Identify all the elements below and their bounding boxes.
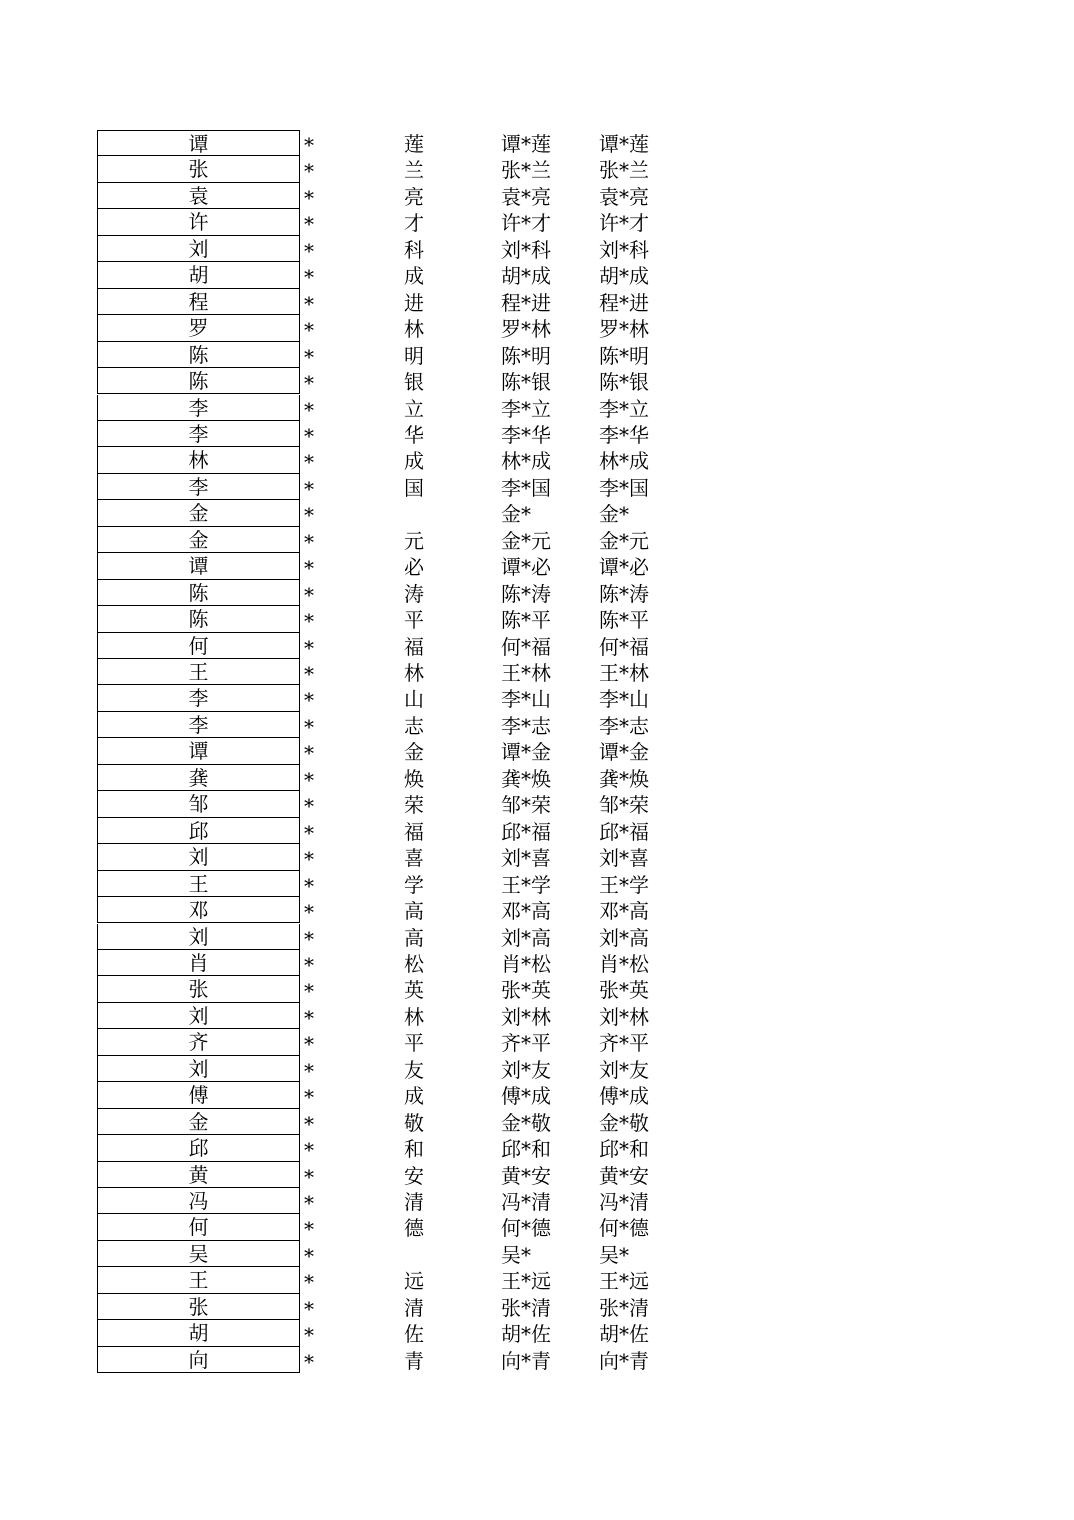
- full-name-cell: 齐*平: [501, 1031, 551, 1056]
- given-name-cell: 华: [404, 422, 424, 447]
- mark-cell: *: [304, 450, 314, 475]
- full-name-cell: 龚*焕: [501, 766, 551, 791]
- table-row: [0, 791, 1074, 817]
- mark-cell: *: [304, 212, 314, 237]
- surname-cell: 刘: [97, 844, 300, 870]
- mark-cell: *: [304, 582, 314, 607]
- surname-cell: 李: [97, 421, 300, 447]
- full-name-cell: 向*青: [501, 1348, 551, 1373]
- given-name-cell: 福: [404, 634, 424, 659]
- mark-cell: *: [304, 900, 314, 925]
- table-row: [0, 1029, 1074, 1055]
- full-name-copy-cell: 刘*科: [599, 237, 649, 262]
- given-name-cell: 清: [404, 1295, 424, 1320]
- mark-cell: *: [304, 265, 314, 290]
- mark-cell: *: [304, 1085, 314, 1110]
- full-name-copy-cell: 王*林: [599, 661, 649, 685]
- full-name-copy-cell: 陈*银: [599, 370, 649, 395]
- full-name-copy-cell: 袁*亮: [599, 184, 649, 209]
- surname-cell: 陈: [97, 580, 300, 606]
- mark-cell: *: [304, 767, 314, 792]
- full-name-copy-cell: 刘*高: [599, 925, 649, 950]
- surname-cell: 肖: [97, 950, 300, 976]
- full-name-cell: 罗*林: [501, 317, 551, 342]
- mark-cell: *: [304, 688, 314, 713]
- full-name-cell: 冯*清: [501, 1190, 551, 1214]
- table-row: [0, 1320, 1074, 1346]
- full-name-copy-cell: 张*清: [599, 1295, 649, 1320]
- given-name-cell: 英: [404, 978, 424, 1003]
- mark-cell: *: [304, 1243, 314, 1268]
- full-name-copy-cell: 刘*友: [599, 1057, 649, 1082]
- given-name-cell: 福: [404, 819, 424, 844]
- full-name-copy-cell: 邱*和: [599, 1137, 649, 1162]
- table-row: [0, 395, 1074, 421]
- full-name-copy-cell: 谭*莲: [599, 132, 649, 156]
- surname-cell: 邱: [97, 1135, 300, 1161]
- full-name-cell: 林*成: [501, 449, 551, 474]
- mark-cell: *: [304, 503, 314, 528]
- full-name-copy-cell: 林*成: [599, 449, 649, 474]
- table-row: [0, 1056, 1074, 1082]
- surname-cell: 冯: [97, 1188, 300, 1214]
- full-name-copy-cell: 金*元: [599, 528, 649, 553]
- surname-cell: 王: [97, 659, 300, 685]
- full-name-cell: 张*英: [501, 978, 551, 1003]
- table-row: [0, 183, 1074, 209]
- surname-cell: 刘: [97, 924, 300, 950]
- table-row: [0, 342, 1074, 368]
- surname-cell: 李: [97, 474, 300, 500]
- full-name-cell: 肖*松: [501, 951, 551, 976]
- full-name-cell: 陈*银: [501, 370, 551, 395]
- given-name-cell: 德: [404, 1216, 424, 1241]
- mark-cell: *: [304, 1349, 314, 1374]
- full-name-copy-cell: 黄*安: [599, 1163, 649, 1188]
- table-row: [0, 1294, 1074, 1320]
- full-name-cell: 许*才: [501, 211, 551, 236]
- full-name-copy-cell: 陈*涛: [599, 581, 649, 606]
- table-row: [0, 1135, 1074, 1161]
- full-name-copy-cell: 金*敬: [599, 1110, 649, 1135]
- table-row: [0, 1109, 1074, 1135]
- full-name-cell: 胡*佐: [501, 1322, 551, 1347]
- mark-cell: *: [304, 423, 314, 448]
- given-name-cell: 友: [404, 1057, 424, 1082]
- surname-cell: 谭: [97, 738, 300, 764]
- full-name-copy-cell: 龚*焕: [599, 766, 649, 791]
- full-name-copy-cell: 齐*平: [599, 1031, 649, 1056]
- full-name-copy-cell: 张*英: [599, 978, 649, 1003]
- full-name-copy-cell: 肖*松: [599, 951, 649, 976]
- surname-cell: 谭: [97, 553, 300, 579]
- table-row: [0, 527, 1074, 553]
- full-name-cell: 何*德: [501, 1216, 551, 1241]
- full-name-copy-cell: 谭*金: [599, 740, 649, 765]
- surname-cell: 刘: [97, 1056, 300, 1082]
- given-name-cell: 明: [404, 343, 424, 368]
- given-name-cell: 松: [404, 951, 424, 976]
- full-name-copy-cell: 程*进: [599, 290, 649, 315]
- full-name-copy-cell: 吴*: [599, 1242, 629, 1267]
- given-name-cell: 佐: [404, 1322, 424, 1347]
- full-name-copy-cell: 冯*清: [599, 1190, 649, 1214]
- given-name-cell: 安: [404, 1163, 424, 1188]
- full-name-cell: 刘*高: [501, 925, 551, 950]
- given-name-cell: 立: [404, 396, 424, 421]
- surname-cell: 胡: [97, 262, 300, 288]
- given-name-cell: 林: [404, 317, 424, 342]
- mark-cell: *: [304, 318, 314, 343]
- full-name-cell: 金*: [501, 502, 531, 527]
- full-name-copy-cell: 金*: [599, 502, 629, 527]
- surname-cell: 张: [97, 976, 300, 1002]
- full-name-cell: 陈*涛: [501, 581, 551, 606]
- full-name-cell: 邱*和: [501, 1137, 551, 1162]
- surname-cell: 何: [97, 633, 300, 659]
- given-name-cell: 成: [404, 264, 424, 289]
- mark-cell: *: [304, 1032, 314, 1057]
- surname-cell: 吴: [97, 1241, 300, 1267]
- given-name-cell: 青: [404, 1348, 424, 1373]
- given-name-cell: 成: [404, 449, 424, 474]
- given-name-cell: 学: [404, 872, 424, 897]
- mark-cell: *: [304, 1296, 314, 1321]
- mark-cell: *: [304, 926, 314, 951]
- mark-cell: *: [304, 1191, 314, 1215]
- mark-cell: *: [304, 820, 314, 845]
- given-name-cell: 莲: [404, 132, 424, 156]
- table-row: [0, 897, 1074, 923]
- given-name-cell: 才: [404, 211, 424, 236]
- full-name-copy-cell: 何*德: [599, 1216, 649, 1241]
- given-name-cell: 荣: [404, 793, 424, 818]
- full-name-copy-cell: 向*青: [599, 1348, 649, 1373]
- full-name-cell: 谭*莲: [501, 132, 551, 156]
- table-row: [0, 580, 1074, 606]
- full-name-copy-cell: 邹*荣: [599, 793, 649, 818]
- surname-cell: 金: [97, 1109, 300, 1135]
- given-name-cell: 喜: [404, 846, 424, 871]
- given-name-cell: 敬: [404, 1110, 424, 1135]
- table-row: [0, 976, 1074, 1002]
- surname-cell: 李: [97, 685, 300, 711]
- given-name-cell: 山: [404, 687, 424, 712]
- table-row: [0, 447, 1074, 473]
- given-name-cell: 平: [404, 608, 424, 633]
- given-name-cell: 林: [404, 661, 424, 685]
- surname-cell: 金: [97, 527, 300, 553]
- surname-cell: 林: [97, 447, 300, 473]
- table-row: [0, 500, 1074, 526]
- surname-cell: 许: [97, 209, 300, 235]
- table-row: [0, 156, 1074, 182]
- mark-cell: *: [304, 185, 314, 210]
- table-row: [0, 1241, 1074, 1267]
- mark-cell: *: [304, 371, 314, 396]
- full-name-cell: 张*清: [501, 1295, 551, 1320]
- full-name-cell: 刘*友: [501, 1057, 551, 1082]
- table-row: [0, 315, 1074, 341]
- surname-cell: 黄: [97, 1162, 300, 1188]
- full-name-copy-cell: 胡*成: [599, 264, 649, 289]
- mark-cell: *: [304, 1270, 314, 1295]
- mark-cell: *: [304, 476, 314, 501]
- table-row: [0, 553, 1074, 579]
- surname-cell: 程: [97, 289, 300, 315]
- table-row: [0, 738, 1074, 764]
- mark-cell: *: [304, 741, 314, 766]
- mark-cell: *: [304, 1217, 314, 1242]
- full-name-cell: 谭*金: [501, 740, 551, 765]
- given-name-cell: 志: [404, 713, 424, 738]
- surname-cell: 傅: [97, 1082, 300, 1108]
- full-name-copy-cell: 胡*佐: [599, 1322, 649, 1347]
- full-name-cell: 金*敬: [501, 1110, 551, 1135]
- given-name-cell: 国: [404, 475, 424, 500]
- surname-cell: 王: [97, 871, 300, 897]
- surname-cell: 张: [97, 1294, 300, 1320]
- table-row: [0, 1347, 1074, 1373]
- mark-cell: *: [304, 873, 314, 898]
- full-name-copy-cell: 李*国: [599, 475, 649, 500]
- full-name-cell: 邹*荣: [501, 793, 551, 818]
- mark-cell: *: [304, 1138, 314, 1163]
- full-name-cell: 何*福: [501, 634, 551, 659]
- given-name-cell: 元: [404, 528, 424, 553]
- full-name-copy-cell: 傅*成: [599, 1084, 649, 1109]
- full-name-cell: 邱*福: [501, 819, 551, 844]
- surname-cell: 陈: [97, 368, 300, 394]
- surname-cell: 谭: [97, 130, 300, 156]
- full-name-cell: 李*志: [501, 713, 551, 738]
- full-name-cell: 刘*喜: [501, 846, 551, 871]
- given-name-cell: 高: [404, 925, 424, 950]
- given-name-cell: 焕: [404, 766, 424, 791]
- full-name-copy-cell: 陈*平: [599, 608, 649, 633]
- mark-cell: *: [304, 159, 314, 184]
- given-name-cell: 金: [404, 740, 424, 765]
- full-name-cell: 黄*安: [501, 1163, 551, 1188]
- given-name-cell: 亮: [404, 184, 424, 209]
- table-row: [0, 1188, 1074, 1214]
- full-name-cell: 刘*科: [501, 237, 551, 262]
- given-name-cell: 清: [404, 1190, 424, 1214]
- mark-cell: *: [304, 291, 314, 316]
- mark-cell: *: [304, 609, 314, 634]
- full-name-copy-cell: 李*华: [599, 422, 649, 447]
- table-row: [0, 289, 1074, 315]
- full-name-copy-cell: 邓*高: [599, 899, 649, 924]
- full-name-copy-cell: 刘*喜: [599, 846, 649, 871]
- full-name-cell: 李*山: [501, 687, 551, 712]
- surname-cell: 陈: [97, 342, 300, 368]
- table-row: [0, 685, 1074, 711]
- table-row: [0, 712, 1074, 738]
- table-row: [0, 818, 1074, 844]
- full-name-copy-cell: 何*福: [599, 634, 649, 659]
- full-name-cell: 王*林: [501, 661, 551, 685]
- table-row: [0, 844, 1074, 870]
- table-row: [0, 1003, 1074, 1029]
- full-name-copy-cell: 王*学: [599, 872, 649, 897]
- full-name-copy-cell: 邱*福: [599, 819, 649, 844]
- mark-cell: *: [304, 238, 314, 263]
- table-row: [0, 871, 1074, 897]
- surname-cell: 李: [97, 395, 300, 421]
- given-name-cell: 兰: [404, 158, 424, 183]
- full-name-cell: 王*远: [501, 1269, 551, 1294]
- table-row: [0, 236, 1074, 262]
- full-name-cell: 傅*成: [501, 1084, 551, 1109]
- table-row: [0, 633, 1074, 659]
- mark-cell: *: [304, 847, 314, 872]
- given-name-cell: 进: [404, 290, 424, 315]
- surname-cell: 齐: [97, 1029, 300, 1055]
- mark-cell: *: [304, 344, 314, 369]
- full-name-cell: 王*学: [501, 872, 551, 897]
- table-row: [0, 765, 1074, 791]
- table-row: [0, 1162, 1074, 1188]
- full-name-copy-cell: 李*志: [599, 713, 649, 738]
- full-name-copy-cell: 李*立: [599, 396, 649, 421]
- given-name-cell: 必: [404, 555, 424, 580]
- table-row: [0, 130, 1074, 156]
- mark-cell: *: [304, 1058, 314, 1083]
- given-name-cell: 成: [404, 1084, 424, 1109]
- full-name-cell: 陈*平: [501, 608, 551, 633]
- surname-cell: 王: [97, 1267, 300, 1293]
- full-name-cell: 李*立: [501, 396, 551, 421]
- full-name-cell: 袁*亮: [501, 184, 551, 209]
- given-name-cell: 高: [404, 899, 424, 924]
- full-name-copy-cell: 谭*必: [599, 555, 649, 580]
- full-name-cell: 金*元: [501, 528, 551, 553]
- mark-cell: *: [304, 1111, 314, 1136]
- full-name-cell: 刘*林: [501, 1004, 551, 1029]
- full-name-cell: 程*进: [501, 290, 551, 315]
- full-name-cell: 陈*明: [501, 343, 551, 368]
- given-name-cell: 涛: [404, 581, 424, 606]
- surname-cell: 罗: [97, 315, 300, 341]
- full-name-copy-cell: 许*才: [599, 211, 649, 236]
- surname-cell: 龚: [97, 765, 300, 791]
- surname-cell: 邱: [97, 818, 300, 844]
- surname-cell: 邹: [97, 791, 300, 817]
- mark-cell: *: [304, 794, 314, 819]
- full-name-cell: 胡*成: [501, 264, 551, 289]
- table-row: [0, 659, 1074, 685]
- given-name-cell: 平: [404, 1031, 424, 1056]
- table-row: [0, 1267, 1074, 1293]
- table-row: [0, 474, 1074, 500]
- table-row: [0, 606, 1074, 632]
- full-name-copy-cell: 陈*明: [599, 343, 649, 368]
- surname-cell: 何: [97, 1214, 300, 1240]
- table-row: [0, 368, 1074, 394]
- mark-cell: *: [304, 635, 314, 660]
- mark-cell: *: [304, 662, 314, 686]
- mark-cell: *: [304, 529, 314, 554]
- full-name-cell: 邓*高: [501, 899, 551, 924]
- table-row: [0, 209, 1074, 235]
- full-name-cell: 李*华: [501, 422, 551, 447]
- surname-cell: 刘: [97, 1003, 300, 1029]
- surname-cell: 金: [97, 500, 300, 526]
- full-name-copy-cell: 李*山: [599, 687, 649, 712]
- given-name-cell: 科: [404, 237, 424, 262]
- mark-cell: *: [304, 397, 314, 422]
- full-name-copy-cell: 罗*林: [599, 317, 649, 342]
- mark-cell: *: [304, 1164, 314, 1189]
- full-name-copy-cell: 张*兰: [599, 158, 649, 183]
- table-row: [0, 1214, 1074, 1240]
- surname-cell: 张: [97, 156, 300, 182]
- surname-cell: 李: [97, 712, 300, 738]
- surname-cell: 胡: [97, 1320, 300, 1346]
- table-row: [0, 950, 1074, 976]
- given-name-cell: 和: [404, 1137, 424, 1162]
- mark-cell: *: [304, 1005, 314, 1030]
- table-row: [0, 1082, 1074, 1108]
- full-name-copy-cell: 刘*林: [599, 1004, 649, 1029]
- surname-cell: 刘: [97, 236, 300, 262]
- surname-cell: 向: [97, 1347, 300, 1373]
- full-name-cell: 吴*: [501, 1242, 531, 1267]
- table-row: [0, 262, 1074, 288]
- given-name-cell: 林: [404, 1004, 424, 1029]
- given-name-cell: 远: [404, 1269, 424, 1294]
- mark-cell: *: [304, 979, 314, 1004]
- table-row: [0, 421, 1074, 447]
- surname-cell: 陈: [97, 606, 300, 632]
- full-name-cell: 李*国: [501, 475, 551, 500]
- full-name-cell: 谭*必: [501, 555, 551, 580]
- surname-cell: 袁: [97, 183, 300, 209]
- mark-cell: *: [304, 133, 314, 157]
- surname-cell: 邓: [97, 897, 300, 923]
- full-name-cell: 张*兰: [501, 158, 551, 183]
- given-name-cell: 银: [404, 370, 424, 395]
- mark-cell: *: [304, 1323, 314, 1348]
- mark-cell: *: [304, 952, 314, 977]
- mark-cell: *: [304, 556, 314, 581]
- table-row: [0, 924, 1074, 950]
- full-name-copy-cell: 王*远: [599, 1269, 649, 1294]
- mark-cell: *: [304, 714, 314, 739]
